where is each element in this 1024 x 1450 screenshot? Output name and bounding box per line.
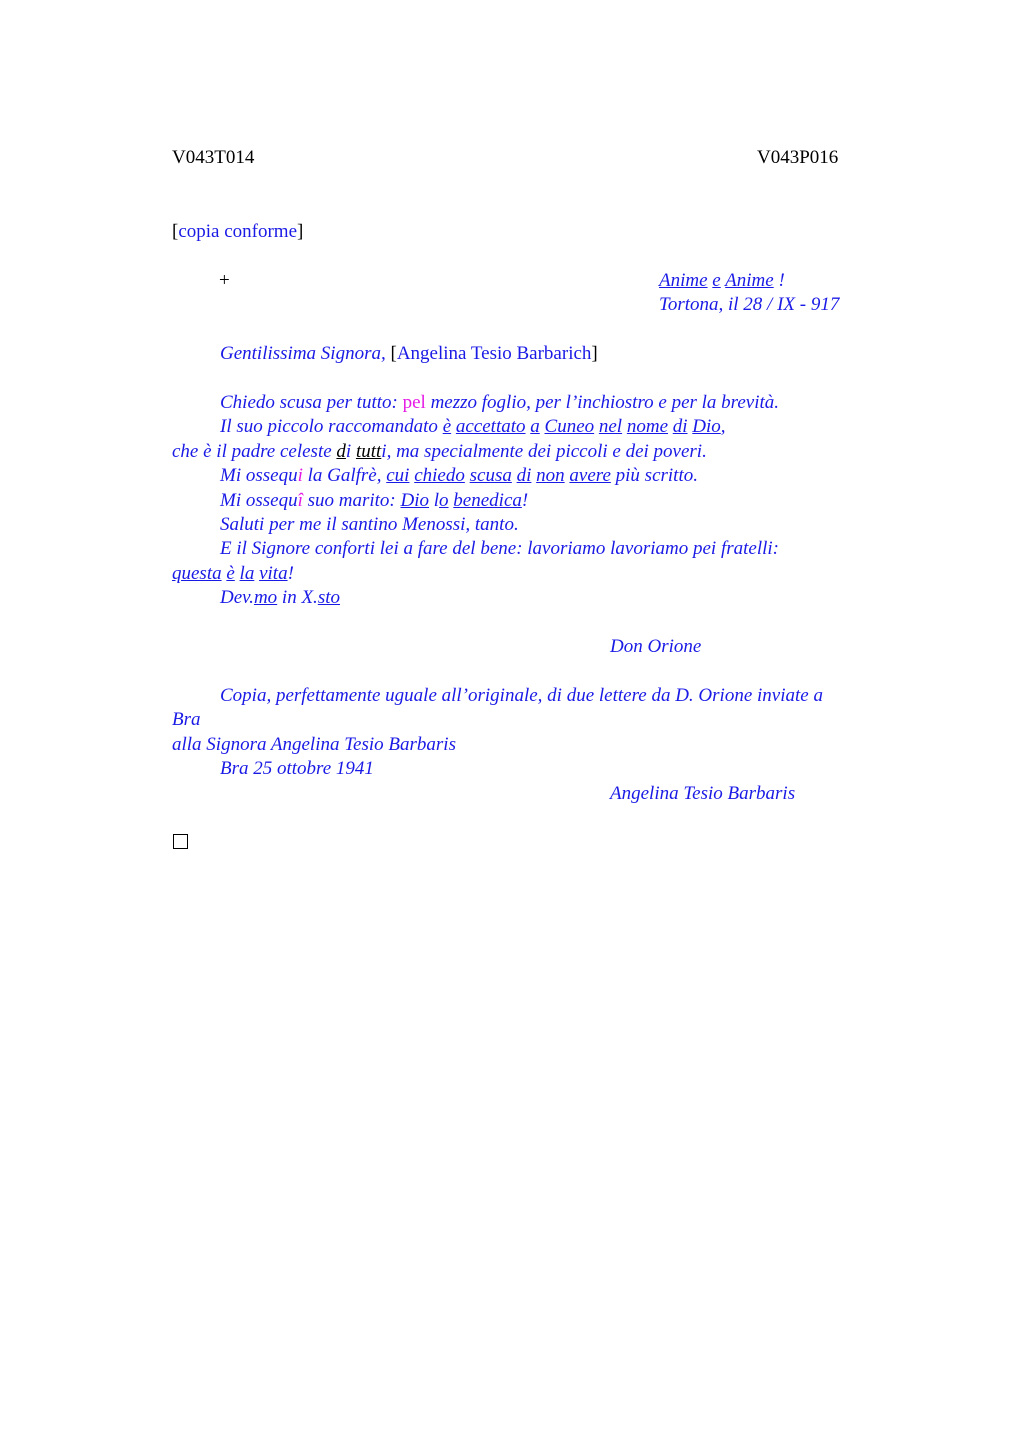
letter-line-7: E il Signore conforti lei a fare del bene: lavoriamo lavoriamo pei fratelli: xyxy=(220,538,779,559)
copy-conforme-tag: [copia conforme] xyxy=(172,221,304,242)
letter-line-8: questa è la vita! xyxy=(172,563,294,584)
letter-line-6: Saluti per me il santino Menossi, tanto. xyxy=(220,514,519,535)
attestation-line-3: alla Signora Angelina Tesio Barbaris xyxy=(172,734,456,755)
letter-line-1: Chiedo scusa per tutto: pel mezzo foglio, per l’inchiostro e per la brevità. xyxy=(220,392,780,413)
letter-line-5: Mi ossequî suo marito: Dio lo benedica! xyxy=(220,490,529,511)
letter-line-3: che è il padre celeste di tutti, ma specialmente dei piccoli e dei poveri. xyxy=(172,441,707,462)
motto: Anime e Anime ! xyxy=(659,270,785,291)
letter-line-4: Mi ossequi la Galfrè, cui chiedo scusa di non avere più scritto. xyxy=(220,465,698,486)
end-box-icon xyxy=(173,834,188,849)
cross-icon: + xyxy=(219,270,230,291)
attestation-date: Bra 25 ottobre 1941 xyxy=(220,758,374,779)
attestation-signer: Angelina Tesio Barbaris xyxy=(610,783,796,804)
place-date: Tortona, il 28 / IX - 917 xyxy=(659,294,840,315)
attestation-line-1: Copia, perfettamente uguale all’originale, di due lettere da D. Orione inviate a xyxy=(220,685,823,706)
letter-line-2: Il suo piccolo raccomandato è accettato a Cuneo nel nome di Dio, xyxy=(220,416,726,437)
attestation-line-2: Bra xyxy=(172,709,201,730)
salutation: Gentilissima Signora, [Angelina Tesio Barbarich] xyxy=(220,343,598,364)
closing: Dev.mo in X.sto xyxy=(220,587,340,608)
document-code-right: V043P016 xyxy=(757,147,839,168)
signature: Don Orione xyxy=(610,636,702,657)
document-code-left: V043T014 xyxy=(172,147,255,168)
